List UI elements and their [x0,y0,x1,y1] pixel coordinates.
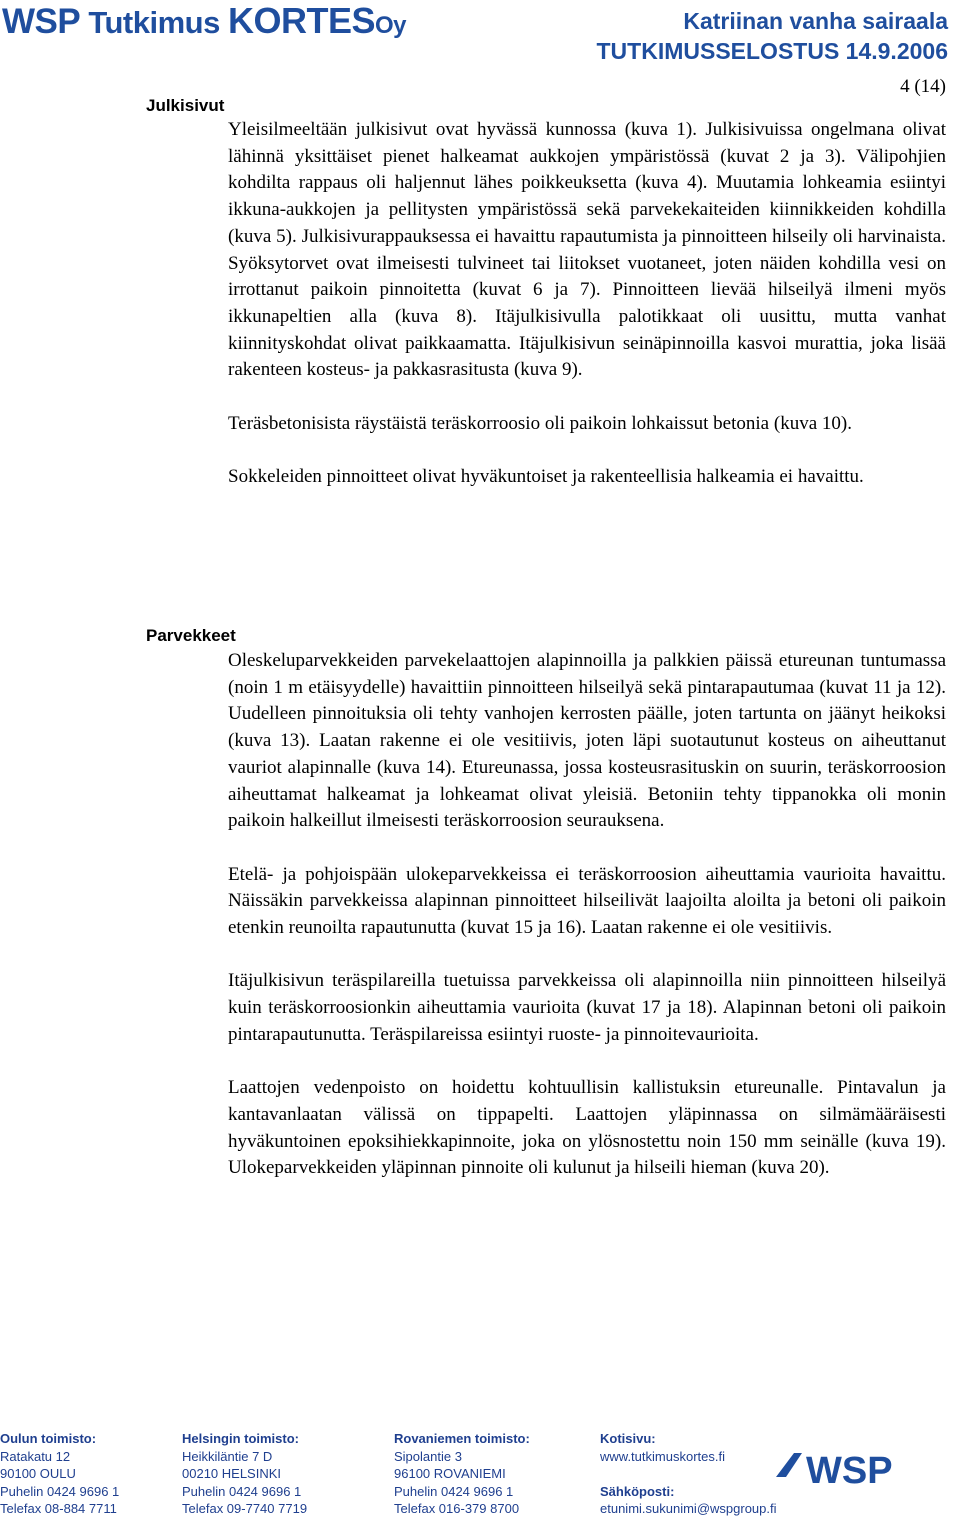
logo-wsp: WSP [2,2,81,41]
footer-contact [600,1430,777,1518]
footer-website-link[interactable]: www.tutkimuskortes.fi [600,1448,725,1464]
paragraph: Oleskeluparvekkeiden parvekelaattojen alapinnoilla ja palkkien päissä etureunan tuntumassa (noin 1 m etäisyydelle) havaittiin pinnoitteen hilseilyä sekä pintarapautumaa (kuvat 11 ja 12). Uudelleen pinnoituksia oli tehty vanhojen kerrosten päälle, joten tartunta on jäänyt heikoksi (kuva 13). Laatan rakenne ei ole vesitiivis, joten läpi suotautunut kosteus on aiheuttanut vauriot alapinnalle (kuva 14). Etureunassa, jossa kosteusrasituskin on suurin, teräskorroosion aiheuttamat halkeamat ja lohkeamat olivat yleisiä. Betoniin tehty tippanokka oli monin paikoin halkeillut ilmeisesti teräskorroosion seurauksena. [228,650,946,832]
footer-office-title: Rovaniemen toimisto: [394,1431,530,1446]
footer-phone: Puhelin 0424 9696 1 [0,1483,120,1499]
footer-fax: Telefax 016-379 8700 [394,1501,520,1516]
paragraph: Teräsbetonisista räystäistä teräskorroosio oli paikoin lohkaissut betonia (kuva 10). [228,412,852,434]
logo-tutkimus: Tutkimus [80,5,228,40]
footer-fax: Telefax 09-7740 7719 [182,1501,308,1516]
footer-address: Heikkiläntie 7 D [182,1448,273,1464]
wsp-footer-logo [772,1445,950,1489]
paragraph: Sokkeleiden pinnoitteet olivat hyväkuntoiset ja rakenteellisia halkeamia ei havaittu. [228,466,864,488]
footer-email-title: Sähköposti: [600,1483,675,1499]
paragraph: Laattojen vedenpoisto on hoidettu kohtuullisin kallistuksin etureunalle. Pintavalun ja kantavanlaatan välissä on tippapelti. Laattojen yläpinnassa on silmämääräisesti hyväkuntoinen epoksihiekkapinnoite, joka on ylösnostettu noin 150 mm seinälle (kuva 19). Ulokeparvekkeiden yläpinnan pinnoite oli kulunut ja hilseili hieman (kuva 20). [228,1077,946,1179]
footer-website-title: Kotisivu: [600,1431,656,1446]
footer-office-title: Oulun toimisto: [0,1431,97,1446]
header-title-block [597,6,949,66]
footer-address: Sipolantie 3 [394,1448,462,1464]
page-number: 4 (14) [900,76,946,97]
paragraph: Itäjulkisivun teräspilareilla tuetuissa parvekkeissa oli alapinnoilla niin pinnoitteen hilseilyä kuin teräskorroosionkin aiheuttamia vaurioita (kuvat 17 ja 18). Alapinnan betoni oli paikoin pintarapautunutta. Teräspilareissa esiintyi ruoste- ja pinnoitevaurioita. [228,970,946,1045]
company-logo [2,0,406,42]
section-heading-parvekkeet: Parvekkeet [146,626,236,645]
footer-office-title: Helsingin toimisto: [182,1431,299,1446]
logo-oy: Oy [374,12,406,39]
footer-office-rovaniemi [394,1430,530,1518]
footer-fax: Telefax 08-884 7711 [0,1501,117,1516]
section-heading-julkisivut: Julkisivut [146,96,225,115]
footer-phone: Puhelin 0424 9696 1 [182,1483,302,1499]
section-body-parvekkeet [228,648,946,1182]
paragraph: Yleisilmeeltään julkisivut ovat hyvässä kunnossa (kuva 1). Julkisivuissa ongelmana olivat lähinnä yksittäiset pienet halkeamat aukkojen ympäristössä (kuvat 2 ja 3). Välipohjien kohdilta rappaus oli haljennut lähes poikkeuksetta (kuva 4). Muutamia lohkeamia esiintyi ikkuna-aukkojen ja pellitysten ympäristössä sekä parvekekaiteiden kiinnikkeiden kohdilla (kuva 5). Julkisivurappauksessa ei havaittu rapautumista ja pinnoitteen hilseily oli harvinaista. Syöksytorvet ovat ilmeisesti tulvineet tai liitokset vuotaneet, joten näiden kohdilla vesi on irrottanut paikoin pinnoitetta (kuvat 6 ja 7). Pinnoitteen lievää hilseilyä ilmeni myös ikkunapeltien alla (kuva 8). Itäjulkisivulla palotikkaat oli uusittu, mutta vanhat kiinnityskohdat olivat paikkaamatta. Itäjulkisivun seinäpinnoilla kasvoi murattia, joka lisää rakenteen kosteus- ja pakkasrasitusta (kuva 9). [228,119,946,381]
footer-postal: 00210 HELSINKI [182,1466,282,1481]
document-subtitle: TUTKIMUSSELOSTUS 14.9.2006 [596,38,948,64]
section-body-julkisivut [228,117,946,491]
footer-phone: Puhelin 0424 9696 1 [394,1483,514,1499]
logo-kortes: KORTES [227,0,375,41]
document-title: Katriinan vanha sairaala [683,8,948,34]
footer-postal: 90100 OULU [0,1466,76,1481]
footer-office-oulu [0,1430,119,1518]
footer-address: Ratakatu 12 [0,1448,71,1464]
wsp-logo-mark [776,1453,802,1477]
footer-email-link[interactable]: etunimi.sukunimi@wspgroup.fi [600,1501,777,1516]
footer-office-helsinki [182,1430,307,1518]
wsp-logo-text: WSP [806,1450,893,1489]
paragraph: Etelä- ja pohjoispään ulokeparvekkeissa ei teräskorroosion aiheuttamia vaurioita havaittu. Näissäkin parvekkeissa alapinnan pinnoitteet hilseilivät laajoilta aloilta ja betoni oli paikoin etenkin reunoilta rapautunutta (kuvat 15 ja 16). Laatan rakenne ei ole vesitiivis. [228,863,946,939]
footer-postal: 96100 ROVANIEMI [394,1466,506,1481]
